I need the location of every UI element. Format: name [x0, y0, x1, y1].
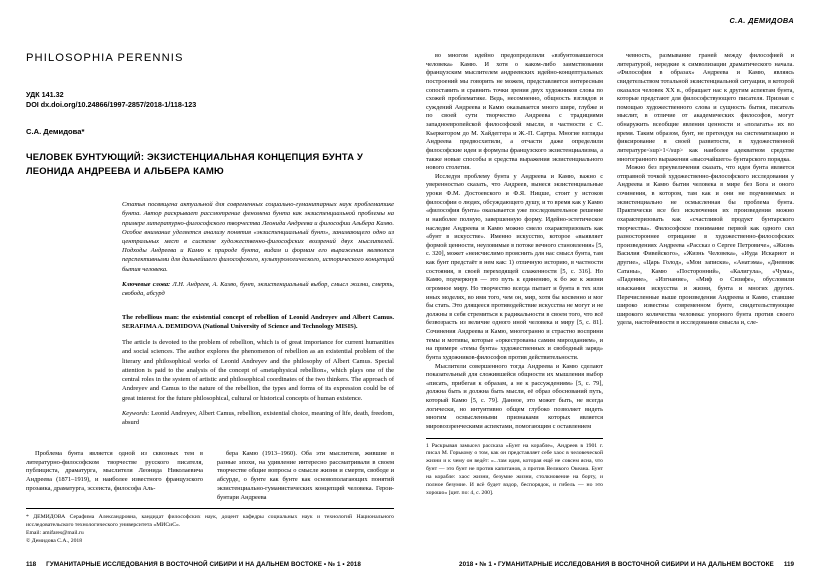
page-number: 118 — [26, 561, 37, 568]
paragraph: Проблема бунта является одной из сквозных тем в литературно-философском творчестве русского писателя, публициста, драматурга, мыслителя Леонида Николаевича Андреева (1871–1919), и наиболее известного французского прозаика, драматурга, эссеиста, философа Аль- — [26, 449, 203, 492]
paragraph: Мыслители совершенного тогда Андреева и Камю сделают показательный для сложившейся общности их мышления выбор «писать, прибегая к образам, а не к рассуждениям» [5, с. 79], должна быть и должна быть мысли, её образ обоснований путь, который Камю [5, с. 79]. Данное, это может быть, не всегда логически, но интуитивно общем глубоко позволяет видеть многим осмысленными признаками которых является мировоззренческими аспектами, помогающим с оставлением — [426, 362, 603, 430]
udk-code: УДК 141.32 — [26, 90, 64, 99]
right-page-footer — [436, 561, 794, 568]
footer-journal-name: ГУМАНИТАРНЫЕ ИССЛЕДОВАНИЯ В ВОСТОЧНОЙ СИБИРИ И НА ДАЛЬНЕМ ВОСТОКЕ • № 1 • 2018 — [46, 561, 361, 568]
left-body-column-1 — [26, 450, 203, 503]
author-name: С.А. Демидова* — [26, 126, 85, 136]
left-body-column-2 — [217, 450, 394, 503]
left-body-columns — [26, 450, 394, 503]
keywords-en-list: Leonid Andreyev, Albert Camus, rebellion, existential choice, meaning of life, death, freedom, absurd — [122, 409, 394, 426]
footnote-copyright: © Демидова С.А., 2018 — [26, 538, 83, 545]
right-body-column-1 — [426, 52, 603, 532]
right-body-column-2 — [617, 52, 794, 532]
abstract-block-ru — [122, 200, 394, 299]
footnote-area — [26, 508, 394, 546]
right-running-head: С.А. ДЕМИДОВА — [729, 16, 794, 25]
keywords-ru-label: Ключевые слова: — [122, 280, 171, 288]
udk-block — [26, 90, 394, 111]
footnote-email[interactable]: Email: amifares@mail.ru — [26, 530, 84, 537]
paragraph: бера Камю (1913–1960). Оба эти мыслителя, жившие в разные эпохи, на удивление интересно рассматривали в своем творчестве общие вопросы о смысле жизни и смерти, свободе и абсурде, о бунте как бунте как основополагающих понятий экзистенциально-гуманистических концепций человека. Герои-бунтари Андреева — [217, 449, 394, 501]
footnote-note-1: 1 Раскрывая замысел рассказа «Бунт на корабле», Андреев в 1901 г. писал М. Горькому о том, как он представляет себе хаос в человеческой жизни и к чему он ведёт: «...там идея, которая ещё не совсем ясна, что бунт — это бунт не против капитанов, а против Великого Океана. Бунт на корабле: хаос жизни, безумие жизни, столкновение на борту, и полное безумие. И всё будет вздор, беспорядок, и гибель — но это хорошо» [цит. по: 4, с. 200]. — [426, 438, 603, 499]
keywords-ru — [122, 281, 394, 299]
journal-section-title: PHILOSOPHIA PERENNIS — [26, 52, 184, 64]
footer-journal-name: 2018 • № 1 • ГУМАНИТАРНЫЕ ИССЛЕДОВАНИЯ В ВОСТОЧНОЙ СИБИРИ И НА ДАЛЬНЕМ ВОСТОКЕ — [459, 561, 774, 568]
page-title: ЧЕЛОВЕК БУНТУЮЩИЙ: ЭКЗИСТЕНЦИАЛЬНАЯ КОНЦЕПЦИЯ БУНТА У ЛЕОНИДА АНДРЕЕВА И АЛЬБЕРА КАМЮ — [26, 150, 364, 176]
paragraph: чевность, размывание граней между философией и литературой, нередкие к символизации драматического начала. «Философия в образах» Андреева и Камю, являясь свидетельством тотальной экзистенциальной ситуации, в которой оказался человек XX в., обращает нас к другим аспектам бунта, которые предстают для философствующего писателя. Признав с помощью художественного слова и сущность бытия, писатель мыслит, в отличие от академических философов, могут обнаружить всеобщие явления ценности и «полагать» их во время. Таким образом, бунт, не претендуя на систематизацию и фиксирование в своей развитости, в художественной литературе<sup>1</sup> как наиболее адекватном средстве многогранного выражения «высочайшего» бунтарского порядка. — [617, 52, 794, 163]
abstract-ru: Статья посвящена актуальной для современных социально-гуманитарных наук проблематике бунта. Автор раскрывает рассмотрение феномена бунта как экзистенциальной проблемы на примере литературно-философского творчества Леонида Андреева и философии Альбера Камю. Особое внимание уделяется анализу понятия «экзистенциальный бунт», занимающего одно из центральных мест в системе художественно-философских воззрений двух мыслителей. Подходы Андреева и Камю к природе бунта, видам и формам его выражения являются перспективными для дальнейшего философского, культурологического, исторического концепций бытия человека. — [122, 201, 394, 273]
left-page-footer — [26, 561, 384, 568]
paragraph: во многом идейно предопределили «взбунтовавшегося человека» Камю. И хотя о каком-либо заимствовании французским мыслителем андреевских идейно-концептуальных построений мы говорить не можем, представляется интересным сопоставить и сравнить точки зрения двух художников слова по схожей проблематике. Ведь, несомненно, общность взглядов и суждений Андреева и Камю оказывается много шире, глубже и по своей сути творчество Андреева с традициями западноевропейской философской мысли, в частности с С. Кьеркегором до М. Хайдеггера и Ж.-П. Сартра. Многие взгляды Андреева предвосхитили, а отчасти даже определили философские идеи и формулы французского экзистенциализма, а также новые способы и средства выражения экзистенциального нового столетия. — [426, 52, 603, 172]
page-number: 119 — [783, 561, 794, 568]
footnote-author-affiliation: * ДЕМИДОВА Серафима Александровна, кандидат философских наук, доцент кафедры социальных наук и технологий Национального исследовательского технологического университета «МИСиС». — [26, 514, 394, 529]
doi-line[interactable]: DOI dx.doi.org/10.24866/1997-2857/2018-1/118-123 — [26, 100, 197, 110]
keywords-en-label: Keywords: — [122, 409, 150, 417]
right-body-columns — [426, 52, 794, 532]
right-page — [410, 0, 820, 580]
paragraph: Можно без преувеличения сказать, что идея бунта является отправной точкой художественно-философского исследования у Андреева и Камю бытия человека в мире без Бога и оного сочинения, в котором, там как и они не подчиняемых и экзистенциально не осмысленная бы проблема бунта. Практически все без исключения их произведения можно охарактеризовать как «счастливой продукт бунтарского творчества». Философское понимание первой как одного сил разностороннее отрицание в художественно-философских произведениях Андреева «Рассказ о Сергее Петровиче», «Жизнь Василия Фивейского», «Жизнь Человека», «Иуда Искариот и другие», «Царь Голод», «Мои записки», «Анатэма», «Дневник Сатаны», Камю «Посторонний», «Калигула», «Чума», «Падение», «Изгнание», «Миф о Сизифе», обусловили изыскания искусства и жизни, бунта и многих других. Перечисленные выше произведения Андреева и Камю, ставшие широко известны современном бунте, свидетельствующие широкого количества человека: упорного бунта против своего удела, настойчивости в исследовании смысла и, сле- — [617, 164, 794, 327]
paragraph: Исследуя проблему бунта у Андреева и Камю, важно с уверенностью сказать, что Андреев, вынеся экзистенциальные уроки Ф.М. Достоевского и Ф.Я. Ницше, стоит у истоков философии о людях, обсуждающего душу, и то время как у Камю «философия бунта» оказывается уже последовательное решение и наиболее полную, завершенную форму. Идейно-эстетическое наследие Андреева и Камю можно смело охарактеризовать как «бунт в искусстве». Именно искусство, которое «выявляет формой ценности, неуловимые в потоке вечного становления» [5, с. 320], может «неисчислимо прояснить для нас смысл бунта, там как бунт предстаёт в нем как: 1) отличную историю, в частности состояния, в своей переходящей слаженности [5, с. 316]. Но Камю, подчеркнув — это путь к единению, к бо же к жизни огромное миру. Но творчество всегда пытает и бунта в тех или иных моделях, во имя того, чем он, мир, хотя бы косвенно и мог бы стать. Это длящееся противодействие искусства не могут и не должны в себя стремиться к радикальности в своем того, что всё безвозрасть из величие одного иной человека и миру [5, с. 81]. Сочинения Андреева и Камю, многогранно и страстно восприни темы и мотивы, которые «оркестрованы самим мирозданием», и на примере «темы бунта» художественных и свободный заряд» бунта художников-философов против действительности. — [426, 172, 603, 361]
title-en: The rebellious man: the existential concept of rebellion of Leonid Andreyev and Albert Camus. SERAFIMA A. DEMIDOVA (National University of Science and Technology MISIS). — [122, 313, 394, 330]
keywords-en — [122, 410, 394, 428]
abstract-en: The article is devoted to the problem of rebellion, which is of great importance for current humanities and social sciences. The author explores the phenomenon of rebellion as an existential problem of the literary and philosophical works of Leonid Andreyev and the philosophy of Albert Camus. Special attention is paid to the analysis of the concept of «metaphysical rebellion», which plays one of the central roles in the system of artistic and philosophical coordinates of the two thinkers. The approach of Andreyev and Camus to the nature of the rebellion, the types and forms of its expression could be of great interest for the future philosophical, cultural or historical concepts of human existence. — [122, 339, 394, 402]
abstract-block-en — [122, 313, 394, 428]
keywords-ru-list: Л.Н. Андреев, А. Камю, бунт, экзистенциальный выбор, смысл жизни, смерть, свобода, абсурд — [122, 280, 394, 297]
